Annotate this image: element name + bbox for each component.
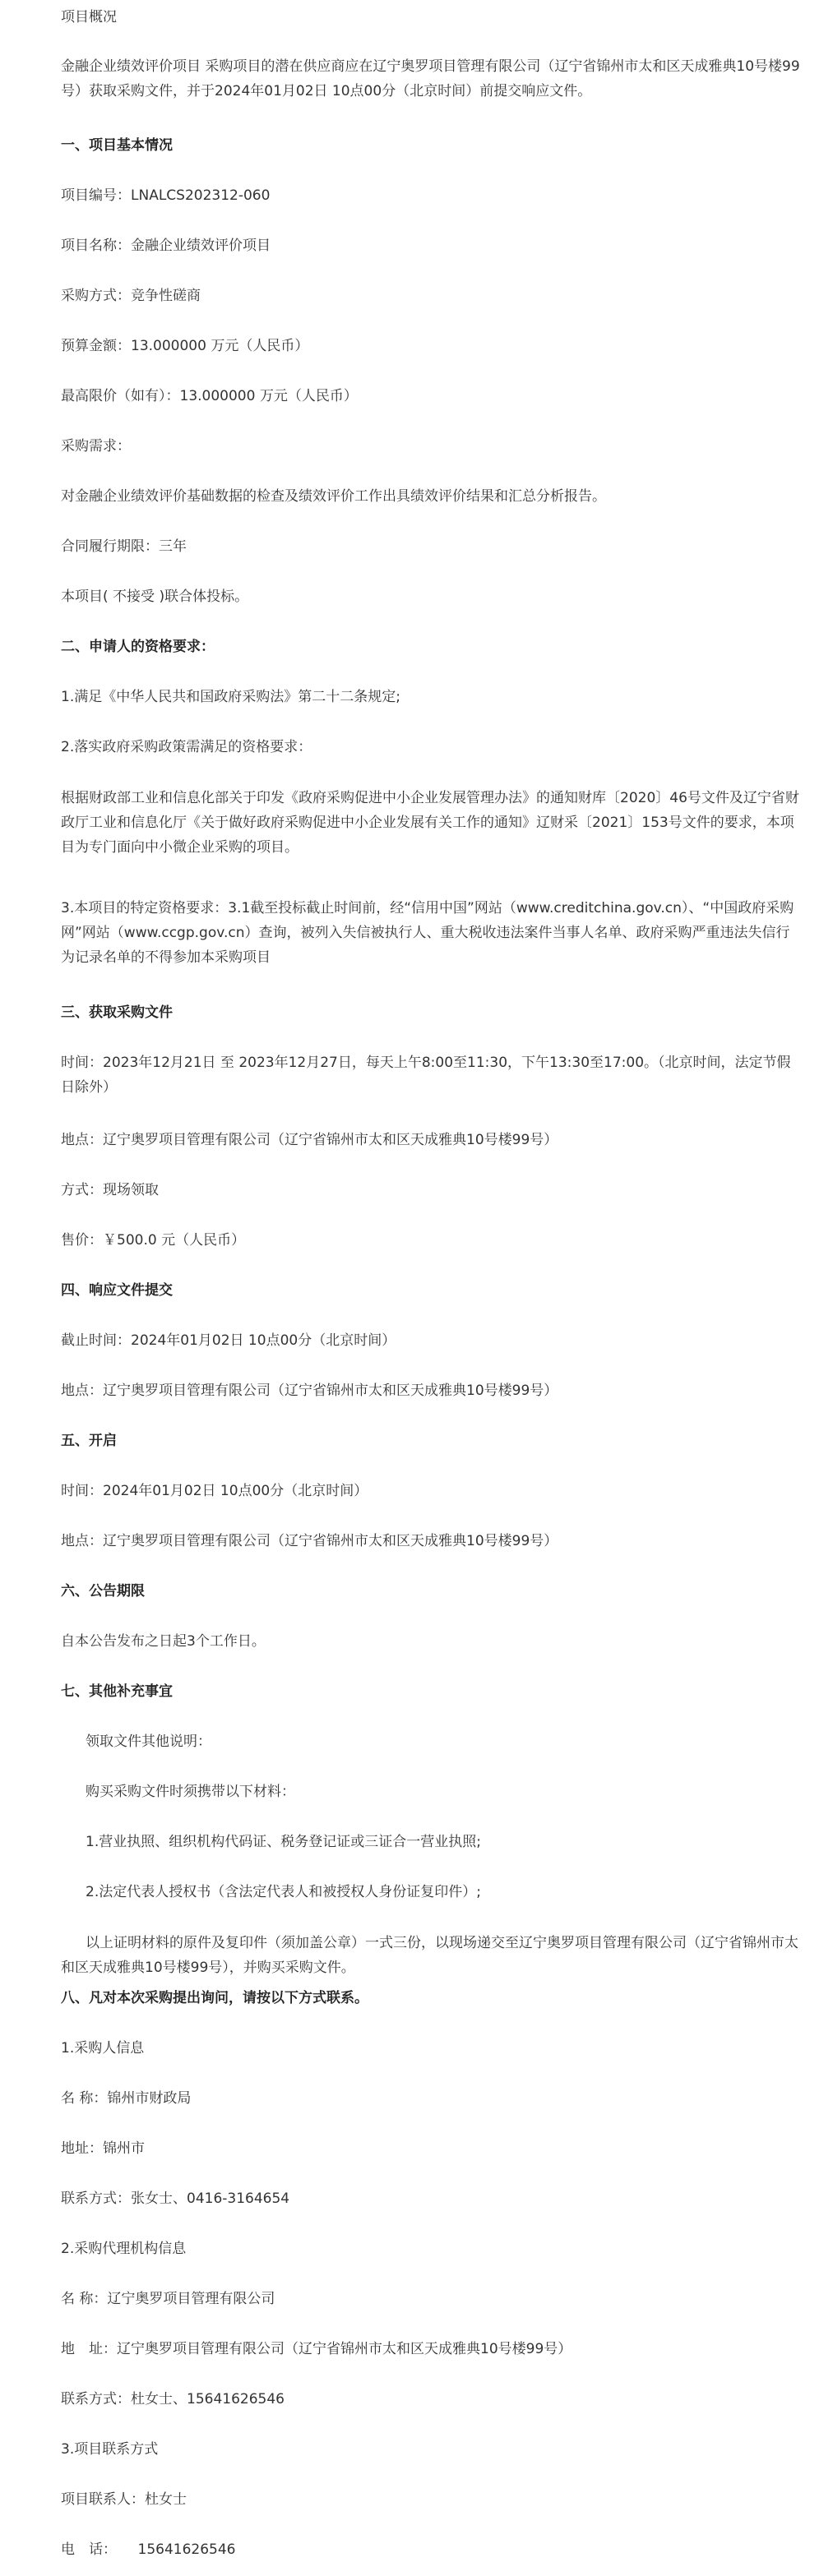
material-item-2: 2.法定代表人授权书（含法定代表人和被授权人身份证复印件）; (86, 1884, 481, 1900)
material-note: 以上证明材料的原件及复印件（须加盖公章）一式三份，以现场递交至辽宁奥罗项目管理有限公司（辽宁省锦州市太和区天成雅典10号楼99号），并购买采购文件。 (61, 1935, 798, 1976)
section-heading-other-matters: 七、其他补充事宜 (61, 1683, 173, 1700)
section-heading-obtain-docs: 三、获取采购文件 (61, 1004, 173, 1021)
procurement-method: 采购方式：竞争性磋商 (61, 288, 201, 304)
obtain-method: 方式：现场领取 (61, 1182, 159, 1198)
obtain-price: 售价：￥500.0 元（人民币） (61, 1232, 246, 1249)
project-contact-title: 3.项目联系方式 (61, 2441, 159, 2458)
opening-place: 地点：辽宁奥罗项目管理有限公司（辽宁省锦州市太和区天成雅典10号楼99号） (61, 1533, 558, 1549)
budget-amount: 预算金额：13.000000 万元（人民币） (61, 338, 309, 354)
max-price: 最高限价（如有）：13.000000 万元（人民币） (61, 388, 358, 404)
qualification-item-3: 3.本项目的特定资格要求：3.1截至投标截止时间前，经“信用中国”网站（www.creditchina.gov.cn）、“中国政府采购网”网站（www.ccgp.gov.cn）查询，被列入失信被执行人、重大税收违法案件当事人名单、政府采购严重违法失信行为记录名单的不得参加本采购项目 (61, 900, 794, 966)
section-heading-contact: 八、凡对本次采购提出询问，请按以下方式联系。 (61, 1990, 368, 2006)
agency-contact: 联系方式：杜女士、15641626546 (61, 2391, 285, 2407)
contract-period: 合同履行期限：三年 (61, 538, 187, 555)
qualification-item-2-text: 根据财政部工业和信息化部关于印发《政府采购促进中小企业发展管理办法》的通知财库〔2020〕46号文件及辽宁省财政厅工业和信息化厅《关于做好政府采购促进中小企业发展有关工作的通知》辽财采〔2021〕153号文件的要求，本项目为专门面向中小微企业采购的项目。 (61, 790, 799, 856)
section-heading-opening: 五、开启 (61, 1433, 117, 1449)
qualification-item-2: 2.落实政府采购政策需满足的资格要求： (61, 739, 312, 755)
project-number: 项目编号：LNALCS202312-060 (61, 187, 271, 204)
other-note-title: 领取文件其他说明： (86, 1733, 211, 1750)
project-contact-person: 项目联系人：杜女士 (61, 2491, 187, 2508)
buyer-contact: 联系方式：张女士、0416-3164654 (61, 2191, 290, 2207)
consortium-note: 本项目( 不接受 )联合体投标。 (61, 589, 249, 605)
buyer-name: 名 称：锦州市财政局 (61, 2090, 192, 2107)
needs-label: 采购需求： (61, 438, 131, 455)
obtain-time: 时间：2023年12月21日 至 2023年12月27日，每天上午8:00至11:30，下午13:30至17:00。（北京时间，法定节假日除外） (61, 1055, 791, 1096)
agency-name: 名 称：辽宁奥罗项目管理有限公司 (61, 2291, 275, 2307)
obtain-place: 地点：辽宁奥罗项目管理有限公司（辽宁省锦州市太和区天成雅典10号楼99号） (61, 1132, 558, 1148)
section-heading-basic-info: 一、项目基本情况 (61, 137, 173, 154)
material-item-1: 1.营业执照、组织机构代码证、税务登记证或三证合一营业执照; (86, 1834, 481, 1850)
agency-info-title: 2.采购代理机构信息 (61, 2241, 187, 2257)
notice-period-text: 自本公告发布之日起3个工作日。 (61, 1633, 266, 1650)
buyer-info-title: 1.采购人信息 (61, 2040, 145, 2057)
project-name: 项目名称：金融企业绩效评价项目 (61, 238, 271, 254)
submission-place: 地点：辽宁奥罗项目管理有限公司（辽宁省锦州市太和区天成雅典10号楼99号） (61, 1383, 558, 1399)
qualification-item-1: 1.满足《中华人民共和国政府采购法》第二十二条规定; (61, 689, 400, 705)
section-heading-notice-period: 六、公告期限 (61, 1583, 145, 1600)
buyer-address: 地址：锦州市 (61, 2140, 145, 2157)
project-contact-phone: 电 话： 15641626546 (61, 2541, 236, 2558)
overview-title: 项目概况 (61, 9, 117, 25)
submission-deadline: 截止时间：2024年01月02日 10点00分（北京时间） (61, 1332, 396, 1349)
materials-intro: 购买采购文件时须携带以下材料： (86, 1784, 295, 1800)
agency-address: 地 址：辽宁奥罗项目管理有限公司（辽宁省锦州市太和区天成雅典10号楼99号） (61, 2341, 572, 2357)
needs-text: 对金融企业绩效评价基础数据的检查及绩效评价工作出具绩效评价结果和汇总分析报告。 (61, 488, 606, 505)
overview-text: 金融企业绩效评价项目 采购项目的潜在供应商应在辽宁奥罗项目管理有限公司（辽宁省锦州市太和区天成雅典10号楼99号）获取采购文件，并于2024年01月02日 10点00分（北京时间）前提交响应文件。 (61, 58, 800, 99)
opening-time: 时间：2024年01月02日 10点00分（北京时间） (61, 1483, 368, 1499)
section-heading-qualifications: 二、申请人的资格要求： (61, 639, 215, 655)
section-heading-submission: 四、响应文件提交 (61, 1282, 173, 1299)
